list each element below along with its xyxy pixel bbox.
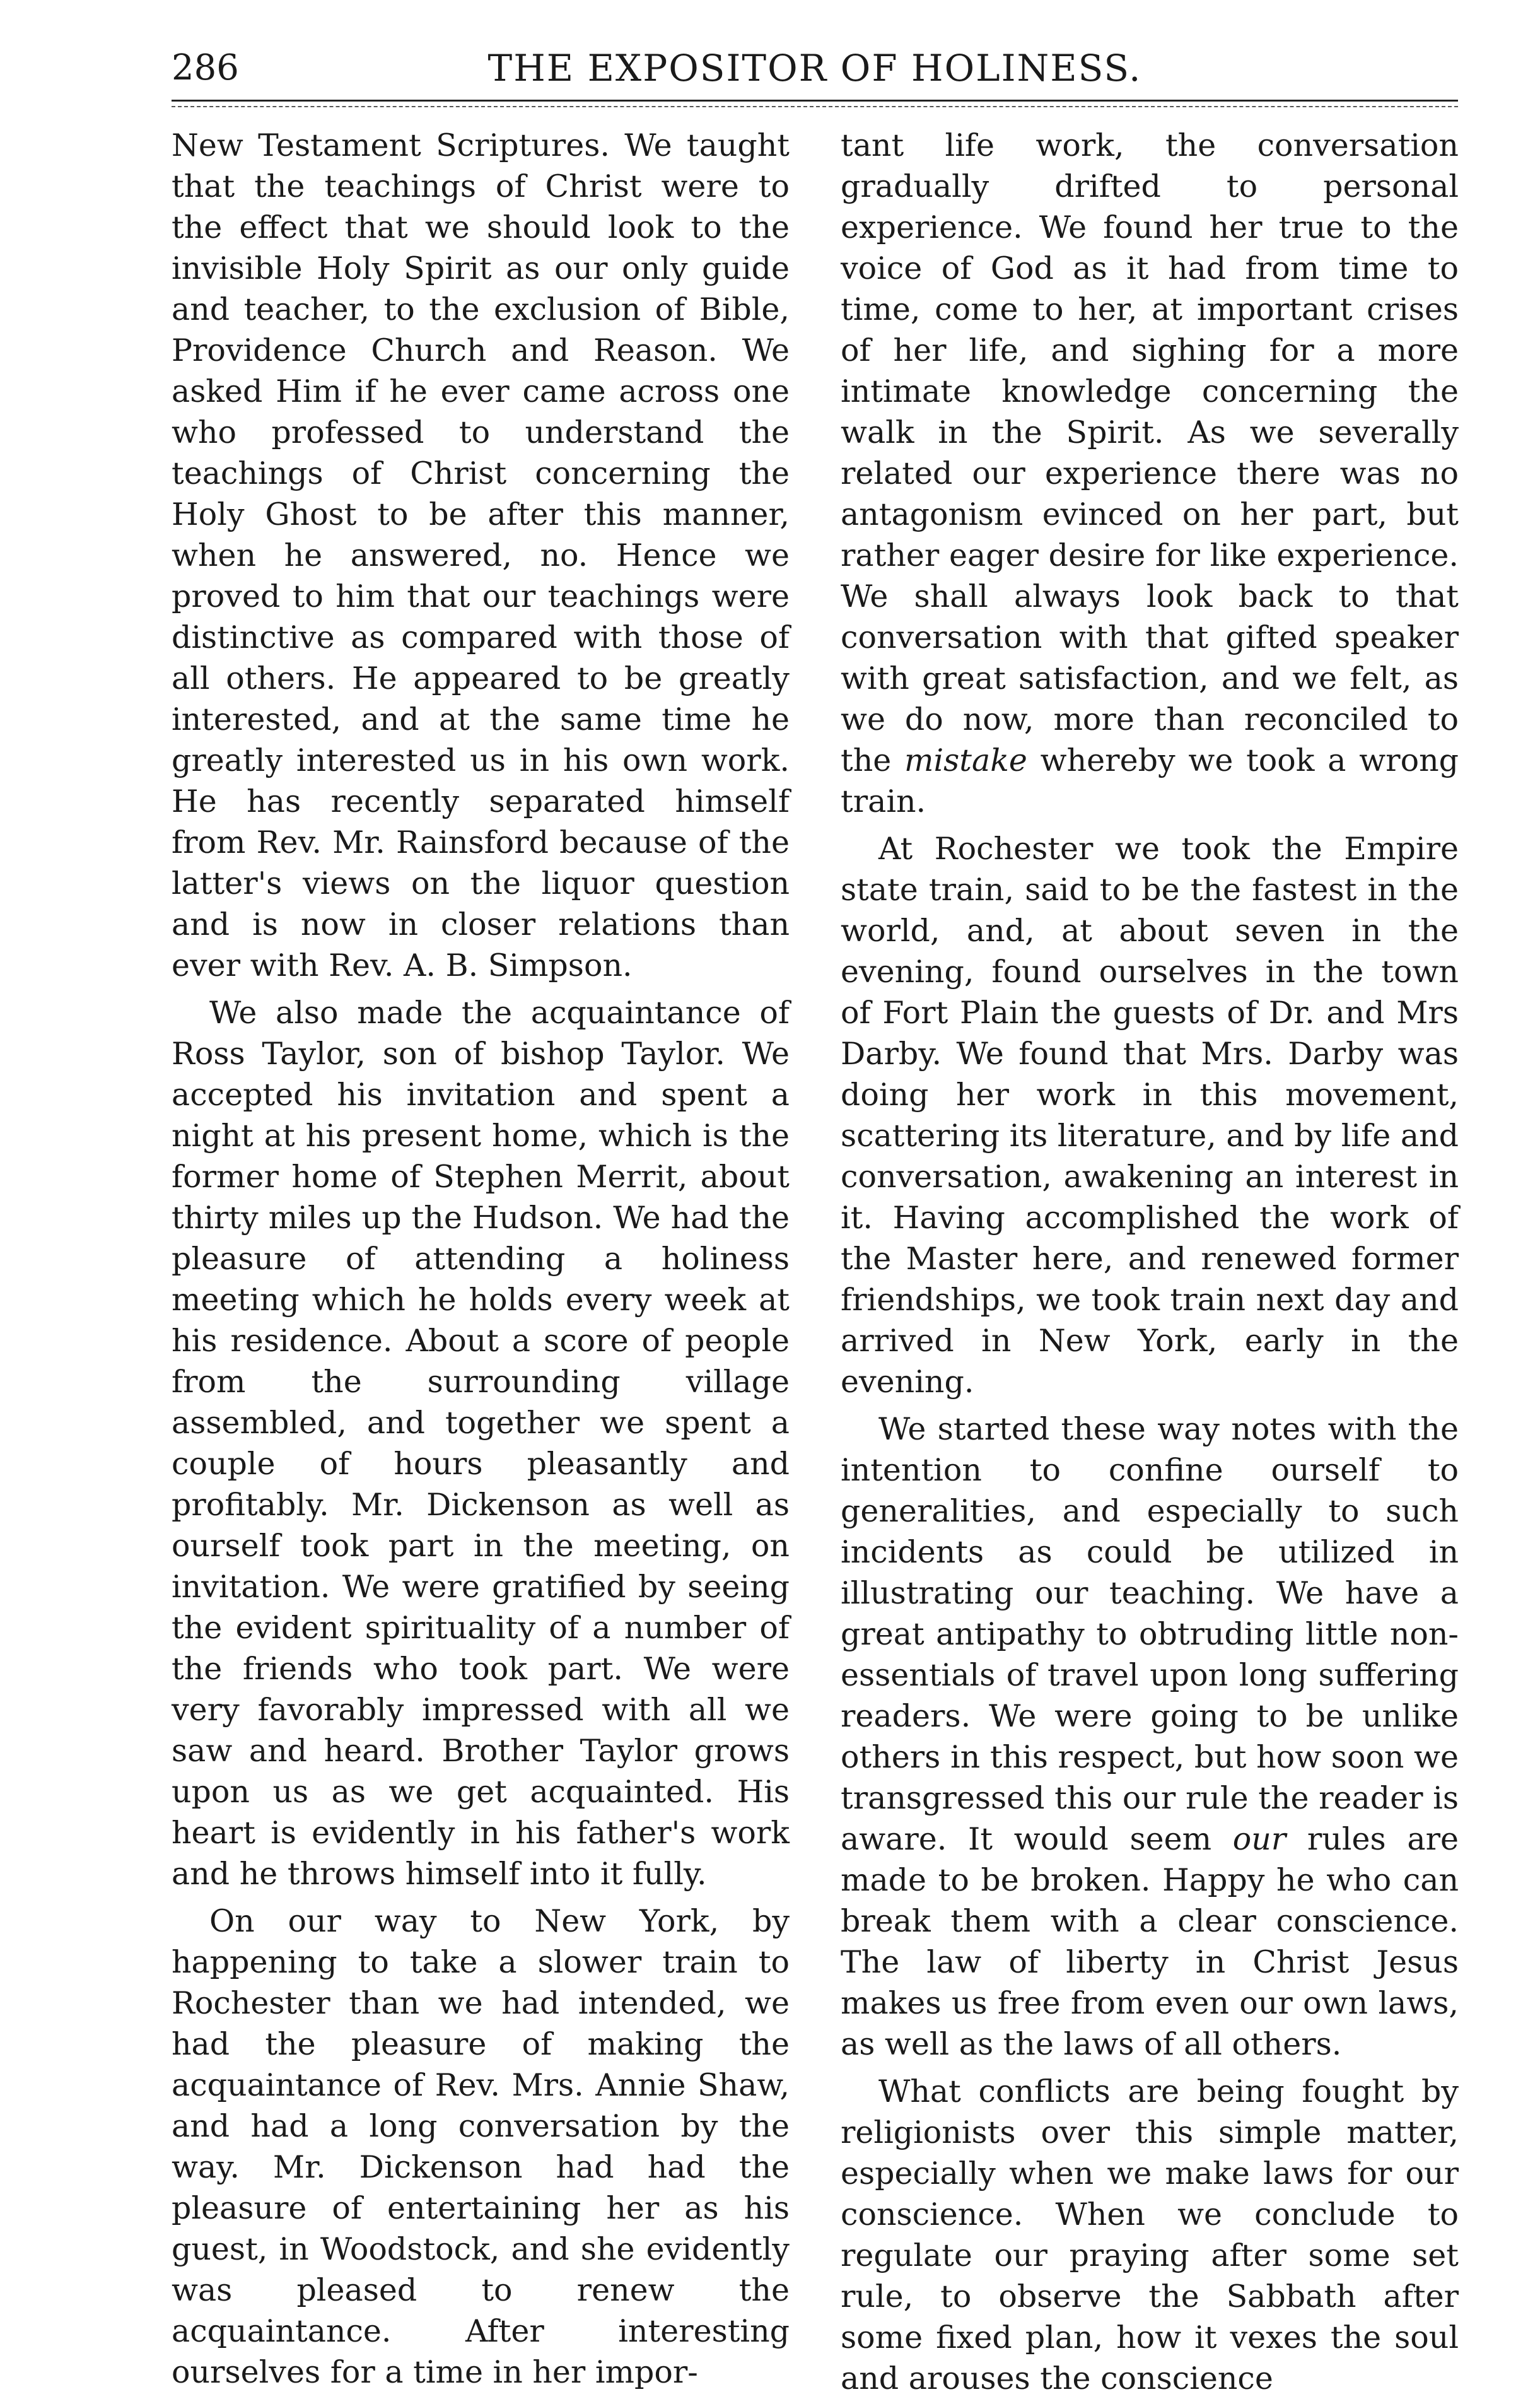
left-column — [172, 125, 790, 2393]
page-header — [172, 43, 1458, 93]
paragraph: What conflicts are being fought by religionists over this simple matter, especially when we make laws for our conscience. When we conclude to regulate our praying after some set rule, to observe the Sabbath after some fixed plan, how it vexes the soul and arouses the conscience — [841, 2073, 1459, 2396]
text-run: whereby we took a wrong train. — [841, 742, 1459, 819]
text-run: rules are made to be broken. Happy he who can break them with a clear conscience. The law of liberty in Christ Jesus makes us free from even our own laws, as well as the laws of all others. — [841, 1821, 1459, 2062]
italic-text: mistake — [904, 742, 1027, 778]
running-title: THE EXPOSITOR OF HOLINESS. — [487, 47, 1142, 90]
right-column — [841, 125, 1459, 2399]
page-number: 286 — [172, 47, 239, 88]
paragraph: We also made the acquaintance of Ross Taylor, son of bishop Taylor. We accepted his invitation and spent a night at his present home, which is the former home of Stephen Merrit, about thirty miles up the Hudson. We had the pleasure of attending a holiness meeting which he holds every week at his residence. About a score of people from the surrounding village assembled, and together we spent a couple of hours pleasantly and profitably. Mr. Dickenson as well as ourself took part in the meeting, on invitation. We were gratified by seeing the evident spirituality of a number of the friends who took part. We were very favorably impressed with all we saw and heard. Brother Taylor grows upon us as we get acquainted. His heart is evidently in his father's work and he throws himself into it fully. — [172, 995, 790, 1892]
italic-text: our — [1232, 1821, 1286, 1857]
text-run: We started these way notes with the intention to confine ourself to generalities, and especially to such incidents as could be utilized in illustrating our teaching. We have a great antipathy to obtruding little non-essentials of travel upon long suffering readers. We were going to be unlike others in this respect, but how soon we transgressed this our rule the reader is aware. It would seem — [841, 1411, 1459, 1857]
paragraph: At Rochester we took the Empire state train, said to be the fastest in the world, and, at about seven in the evening, found ourselves in the town of Fort Plain the guests of Dr. and Mrs Darby. We found that Mrs. Darby was doing her work in this movement, scattering its literature, and by life and conversation, awakening an interest in it. Having accomplished the work of the Master here, and renewed former friendships, we took train next day and arrived in New York, early in the evening. — [841, 831, 1459, 1400]
header-rule — [172, 100, 1458, 102]
text-run: tant life work, the conversation gradually drifted to personal experience. We found her true to the voice of God as it had from time to time, come to her, at important crises of her life, and sighing for a more intimate knowledge concerning the walk in the Spirit. As we severally related our experience there was no antagonism evinced on her part, but rather eager desire for like experience. We shall always look back to that conversation with that gifted speaker with great satisfaction, and we felt, as we do now, more than reconciled to the — [841, 127, 1459, 778]
paragraph: On our way to New York, by happening to take a slower train to Rochester than we had intended, we had the pleasure of making the acquaintance of Rev. Mrs. Annie Shaw, and had a long conversation by the way. Mr. Dickenson had had the pleasure of entertaining her as his guest, in Woodstock, and she evidently was pleased to renew the acquaintance. After interesting ourselves for a time in her impor- — [172, 1903, 790, 2390]
paragraph — [841, 1409, 1459, 2065]
paragraph: New Testament Scriptures. We taught that the teachings of Christ were to the effect that we should look to the invisible Holy Spirit as our only guide and teacher, to the exclusion of Bible, Providence Church and Reason. We asked Him if he ever came across one who professed to understand the teachings of Christ concerning the Holy Ghost to be after this manner, when he answered, no. Hence we proved to him that our teachings were distinctive as compared with those of all others. He appeared to be greatly interested, and at the same time he greatly interested us in his own work. He has recently separated himself from Rev. Mr. Rainsford because of the latter's views on the liquor question and is now in closer relations than ever with Rev. A. B. Simpson. — [172, 127, 790, 983]
header-rule-dashed — [172, 106, 1458, 107]
paragraph — [841, 125, 1459, 822]
